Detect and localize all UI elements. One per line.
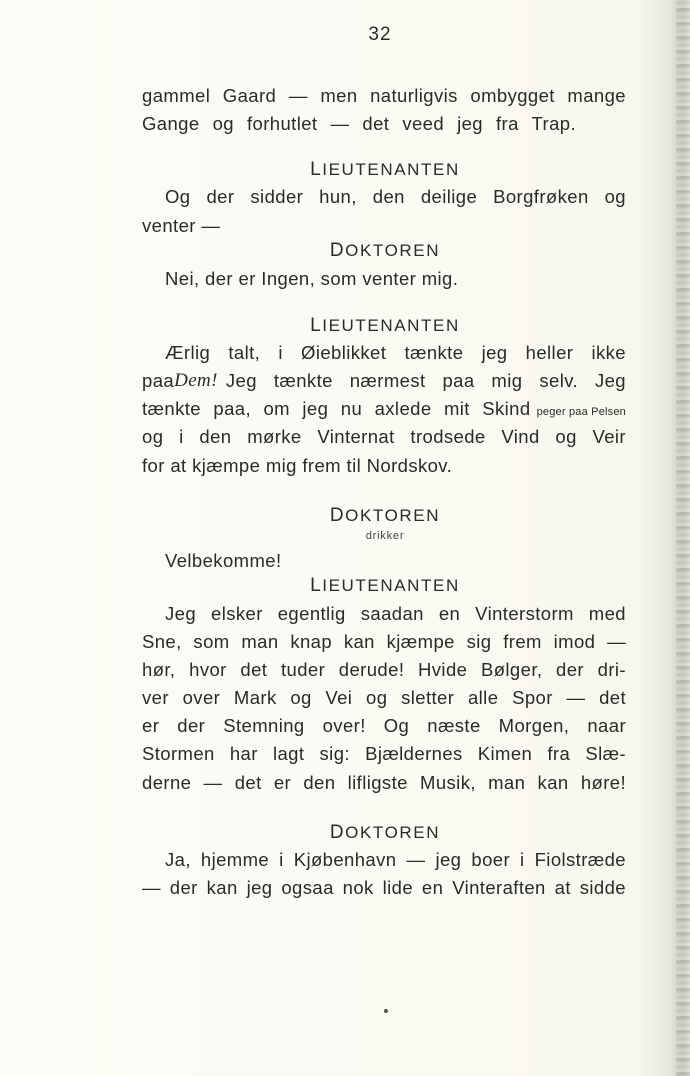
- speaker-name: LIEUTENANTEN: [310, 159, 460, 180]
- text-line: hør, hvor det tuder derude! Hvide Bølger, der dri-: [142, 659, 626, 680]
- text-line: gammel Gaard — men naturligvis ombygget mange: [142, 85, 626, 106]
- text-fragment: tænkte paa, om jeg nu axlede mit Skind: [142, 398, 531, 419]
- speaker-name: LIEUTENANTEN: [310, 315, 460, 336]
- text-line: er der Stemning over! Og næste Morgen, naar: [142, 715, 626, 736]
- italic-text: Dem!: [174, 370, 218, 391]
- speaker-name: LIEUTENANTEN: [310, 575, 460, 596]
- text-line: ver over Mark og Vei og sletter alle Spor — det: [142, 687, 626, 708]
- text-line: derne — det er den lifligste Musik, man kan høre!: [142, 772, 626, 793]
- speaker-name: DOKTOREN: [329, 822, 441, 843]
- text-line: Nei, der er Ingen, som venter mig.: [165, 268, 459, 289]
- text-line: Og der sidder hun, den deilige Borgfrøken og: [165, 186, 626, 207]
- text-line: og i den mørke Vinternat trodsede Vind og Veir: [142, 426, 626, 447]
- text-line: Ja, hjemme i Kjøbenhavn — jeg boer i Fiolstræde: [165, 849, 626, 870]
- stage-direction: drikker: [365, 530, 405, 542]
- text-line: [142, 369, 626, 393]
- text-line: Jeg elsker egentlig saadan en Vinterstorm med: [165, 603, 626, 624]
- text-line: Stormen har lagt sig: Bjældernes Kimen fra Slæ-: [142, 743, 626, 764]
- text-line: — der kan jeg ogsaa nok lide en Vinteraften at sidde: [142, 877, 626, 898]
- speaker-name: DOKTOREN: [329, 240, 441, 261]
- text-fragment: paa: [142, 370, 175, 391]
- text-line: Gange og forhutlet — det veed jeg fra Trap.: [142, 113, 576, 134]
- text-line: Velbekomme!: [165, 550, 282, 571]
- text-line: for at kjæmpe mig frem til Nordskov.: [142, 455, 453, 476]
- text-fragment: Jeg tænkte nærmest paa mig selv. Jeg: [225, 370, 626, 391]
- text-line: Ærlig talt, i Øieblikket tænkte jeg heller ikke: [165, 342, 626, 363]
- text-line: [142, 397, 626, 424]
- page-number: 32: [368, 24, 392, 45]
- text-line: venter —: [142, 215, 221, 236]
- page-mark: [384, 1009, 388, 1013]
- inline-stage-direction: peger paa Pelsen: [536, 406, 626, 418]
- text-line: Sne, som man knap kan kjæmpe sig frem imod —: [142, 631, 626, 652]
- speaker-name: DOKTOREN: [329, 505, 441, 526]
